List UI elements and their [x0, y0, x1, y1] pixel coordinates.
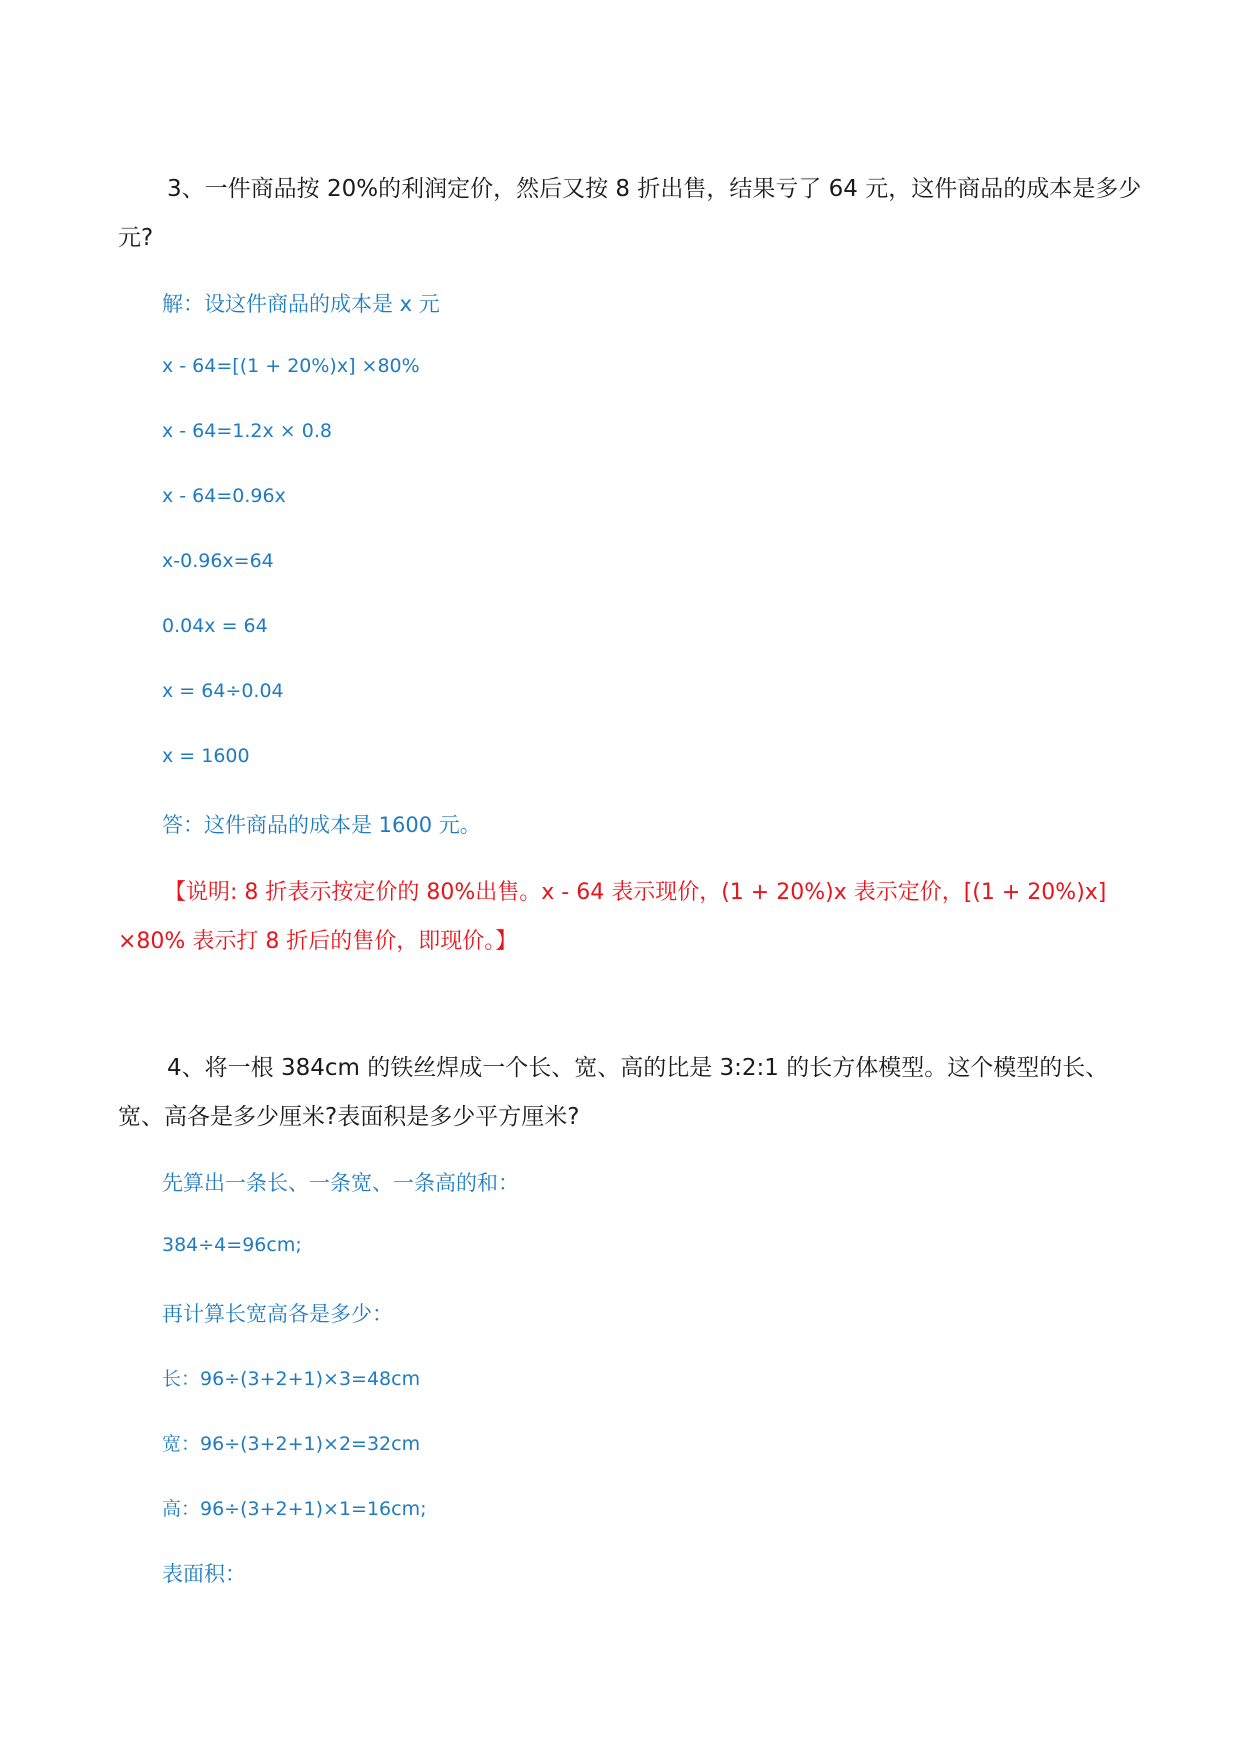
problem-3-solution-line: 解：设这件商品的成本是 x 元 [162, 292, 440, 316]
problem-3-solution-line: x - 64=1.2x × 0.8 [162, 420, 332, 442]
problem-3-solution-line: x = 1600 [162, 745, 250, 767]
problem-4-solution-line: 先算出一条长、一条宽、一条高的和： [162, 1171, 519, 1195]
problem-3-solution-line: x-0.96x=64 [162, 550, 274, 572]
problem-4-solution-line: 再计算长宽高各是多少： [162, 1302, 393, 1326]
problem-3-question: 3、一件商品按 20%的利润定价，然后又按 8 折出售，结果亏了 64 元，这件商品的成本是多少元? [118, 176, 1142, 251]
problem-3-solution-line: x - 64=0.96x [162, 485, 286, 507]
problem-4-length-line: 长：96÷(3+2+1)×3=48cm [162, 1368, 421, 1390]
problem-4-surface-area-label: 表面积： [162, 1562, 246, 1586]
problem-4-question: 4、将一根 384cm 的铁丝焊成一个长、宽、高的比是 3:2:1 的长方体模型。这个模型的长、宽、高各是多少厘米?表面积是多少平方厘米? [118, 1055, 1109, 1130]
problem-3-answer: 答：这件商品的成本是 1600 元。 [162, 813, 481, 837]
problem-3-solution-line: x - 64=[(1 + 20%)x] ×80% [162, 355, 420, 377]
problem-4-width-line: 宽：96÷(3+2+1)×2=32cm [162, 1433, 421, 1455]
problem-3-explanation: 【说明: 8 折表示按定价的 80%出售。x - 64 表示现价，(1 + 20%)x 表示定价，[(1 + 20%)x] ×80% 表示打 8 折后的售价，即现价。】 [118, 880, 1107, 954]
problem-4-height-line: 高：96÷(3+2+1)×1=16cm; [162, 1498, 427, 1520]
problem-4-solution-line: 384÷4=96cm; [162, 1234, 302, 1256]
problem-3-solution-line: x = 64÷0.04 [162, 680, 284, 702]
problem-3-solution-line: 0.04x = 64 [162, 615, 268, 637]
